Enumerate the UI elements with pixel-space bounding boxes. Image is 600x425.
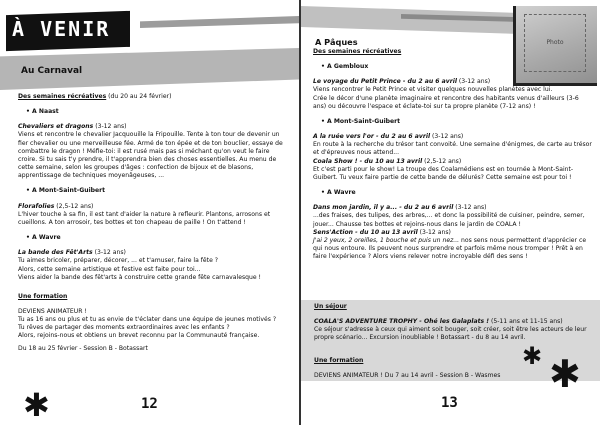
group-mont-saint-guibert — [18, 187, 284, 227]
section-heading: A Pâques — [315, 37, 358, 47]
activity-title: Sens'Action - du 10 au 13 avril — [313, 228, 418, 236]
activity-body: ...des fraises, des tulipes, des arbres,... et donc la possibilité de cuisiner, peindre, semer, jouer... Chausse tes bottes et rejoins-nous dans le jardin de COALA ! — [313, 212, 585, 228]
page-title: À VENIR — [12, 17, 111, 41]
group-location: • A Wavre — [321, 189, 356, 197]
activity-body: Viens rencontrer le Petit Prince et visiter quelques nouvelles planètes avec lui. Crée le décor d'une planète imaginaire et rencontre des habitants venus d'ailleurs (3-6 ans) ou découvre l'espace et éclate-toi sur ta propre planète (7-12 ans) ! — [313, 86, 579, 110]
formation-body: DEVIENS ANIMATEUR ! Du 7 au 14 avril - Session B - Wasmes — [314, 372, 501, 380]
section-heading: Au Carnaval — [21, 66, 83, 76]
activity-age: (3-12 ans) — [458, 78, 491, 86]
intro-line — [18, 93, 284, 101]
activity-title: Chevaliers et dragons — [18, 123, 94, 131]
star-icon: ✱ — [522, 342, 543, 370]
intro-heading: Des semaines récréatives — [313, 48, 402, 55]
activity-title: Dans mon jardin, il y a... - du 2 au 6 avril — [313, 204, 454, 212]
star-icon: ✱ — [23, 386, 50, 424]
group-gembloux — [313, 63, 593, 111]
activity-age: (3-12 ans) — [455, 204, 487, 212]
formation-title: DEVIENS ANIMATEUR ! — [18, 307, 87, 315]
group-naast — [18, 108, 284, 180]
group-mont-saint-guibert — [313, 118, 593, 182]
sejour-body: Ce séjour s'adresse à ceux qui aiment soit bouger, soit créer, soit être les acteurs de leur propre scénario... Excursion inoubliable ! Botassart - du 8 au 14 avril. — [314, 326, 587, 342]
group-location: • A Gembloux — [321, 63, 369, 71]
activity-body: Et c'est parti pour le show! La troupe des Coalamédiens est en tournée à Mont-Saint-Guibert. Tu veux faire partie de cette bande de délurés? Cette semaine est pour toi ! — [313, 165, 574, 181]
group-location: • A Mont-Saint-Guibert — [321, 117, 401, 125]
activity-age: (3-12 ans) — [432, 133, 464, 141]
activity-lead: J'ai 2 yeux, 2 oreilles, 1 bouche et puis un nez... — [313, 236, 460, 244]
activity-title: La bande des Fêt'Arts — [18, 249, 93, 257]
group-location: • A Wavre — [26, 234, 61, 242]
formation-heading: Une formation — [18, 292, 68, 300]
formation-heading: Une formation — [314, 357, 364, 364]
activity-age: (3-12 ans) — [95, 123, 127, 131]
right-page — [301, 0, 600, 425]
activity-body: Tu aimes bricoler, préparer, décorer, ... et t'amuser, faire la fête ? Alors, cette semaine artistique et festive est faite pour toi... Viens aider la bande des fêt'arts à construire cette grande fête carnavalesque ! — [18, 257, 261, 281]
left-page — [0, 0, 299, 425]
activity-body: En route à la recherche du trésor tant convoité. Une semaine d'énigmes, de carte au trésor et d'épreuves nous attend... — [313, 141, 592, 157]
decorative-stripe — [140, 16, 299, 28]
group-location: • A Naast — [26, 108, 59, 116]
activity-title: Le voyage du Petit Prince - du 2 au 6 avril — [313, 78, 457, 86]
activity-body: nos sens nous permettent d'apprécier ce qui nous entoure. Ils peuvent nous surprendre et parfois même nous tromper ! Prêt à en faire l'expérience ? Alors viens relever notre incroyable défi des sens ! — [313, 236, 587, 261]
activity-title: A la ruée vers l'or - du 2 au 6 avril — [313, 133, 431, 141]
activity-age: (3-12 ans) — [419, 228, 451, 236]
right-content — [313, 48, 593, 261]
activity-title: Coala Show ! - du 10 au 13 avril — [313, 157, 423, 165]
group-wavre — [313, 189, 593, 261]
formation-block — [18, 293, 284, 353]
page-number: 13 — [441, 395, 458, 411]
sejour-title: COALA'S ADVENTURE TROPHY - Ohé les Galaplats ! — [314, 318, 490, 326]
activity-body: Viens et rencontre le chevalier Jacquouille la Fripouille. Tente à ton tour de devenir un fier chevalier ou une merveilleuse fée. Armé de ton épée et de ton bouclier, essaye de combattre le dragon ! Méfie-toi: il est rusé mais pas si méchant qu'on veut le faire croire. Si tu sais t'y prendre, il t'apprendra bien des choses essentielles. Au menu de cette semaine, selon les groupes d'âges : confection de bijoux et de blasons, apprentissage de techniques moyenâgeuses, ... — [18, 131, 283, 180]
formation-body: Tu as 16 ans ou plus et tu as envie de t'éclater dans une équipe de jeunes motivés ? Tu rêves de partager des moments extraordinaires avec les enfants ? Alors, rejoins-nous et obtiens un brevet reconnu par la Communauté française. — [18, 316, 277, 340]
photo-caption: Photo — [524, 14, 586, 72]
formation-dates: Du 18 au 25 février - Session B - Botassart — [18, 344, 148, 352]
activity-age: (2,5-12 ans) — [424, 157, 462, 165]
star-icon: ✱ — [549, 352, 581, 396]
sejour-age: (5-11 ans et 11-15 ans) — [490, 318, 563, 326]
intro-heading: Des semaines récréatives — [18, 93, 107, 100]
sejour-heading: Un séjour — [314, 303, 347, 310]
activity-body: L'hiver touche à sa fin, il est tant d'aider la nature à refleurir. Plantons, arrosons et cueillons. A ton arrosoir, tes bottes et ton chapeau de paille ! On t'attend ! — [18, 210, 271, 226]
left-content — [18, 93, 284, 353]
sejour-block — [314, 303, 594, 343]
activity-age: (3-12 ans) — [94, 249, 126, 257]
intro-dates: (du 20 au 24 février) — [108, 93, 172, 100]
page-number: 12 — [141, 396, 158, 412]
group-location: • A Mont-Saint-Guibert — [26, 187, 106, 195]
activity-age: (2,5-12 ans) — [56, 202, 94, 210]
group-wavre — [18, 234, 284, 282]
activity-title: Florafolies — [18, 202, 55, 210]
